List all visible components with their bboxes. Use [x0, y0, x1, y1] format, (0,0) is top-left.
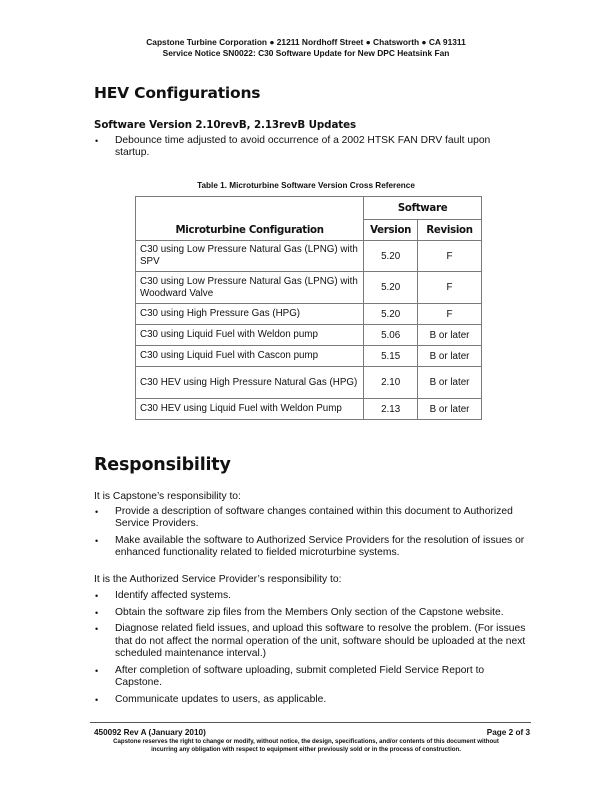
cell-revision: F — [418, 272, 482, 304]
table-row — [136, 367, 482, 399]
cell-version: 5.06 — [364, 325, 418, 346]
list-item: • After completion of software uploading, submit completed Field Service Report to Capstone. — [95, 664, 485, 688]
table-caption: Table 1. Microturbine Software Version Cross Reference — [197, 181, 415, 190]
bullet-icon: • — [95, 665, 99, 676]
list-item: • Identify affected systems. — [95, 590, 231, 601]
table-row — [136, 346, 482, 367]
list-item: • Obtain the software zip files from the Members Only section of the Capstone website. — [95, 606, 504, 618]
cell-configuration: C30 using High Pressure Gas (HPG) — [136, 304, 364, 325]
footer-disclaimer: Capstone reserves the right to change or modify, without notice, the design, specifications, and/or contents of this document without incurring any obligation with respect to equipment either previously sold or in the process of construction. — [113, 738, 499, 754]
header-company-line: Capstone Turbine Corporation ● 21211 Nordhoff Street ● Chatsworth ● CA 91311 — [146, 37, 466, 47]
cell-version: 5.20 — [364, 241, 418, 272]
cell-version: 5.15 — [364, 346, 418, 367]
cell-version: 5.20 — [364, 272, 418, 304]
bullet-icon: • — [95, 607, 99, 618]
bullet-icon: • — [95, 624, 99, 635]
hev-bullet-list — [94, 135, 524, 164]
page-header — [0, 37, 612, 59]
software-version-table — [135, 196, 482, 420]
column-group-header-software: Software — [364, 197, 482, 220]
footer-page-number: Page 2 of 3 — [486, 728, 530, 737]
cell-configuration: C30 using Liquid Fuel with Weldon pump — [136, 325, 364, 346]
list-item: • Diagnose related field issues, and upload this software to resolve the problem. (For issues that do not affect the normal operation of the unit, software should be uploaded at the next scheduled maintenance interval.) — [95, 623, 526, 659]
table-row — [136, 272, 482, 304]
table-row — [136, 325, 482, 346]
table-row — [136, 399, 482, 420]
cell-revision: B or later — [418, 367, 482, 399]
cell-revision: B or later — [418, 399, 482, 420]
bullet-icon: • — [95, 591, 99, 601]
cell-revision: F — [418, 241, 482, 272]
list-item: • Make available the software to Authorized Service Providers for the resolution of issues or enhanced functionality related to fielded microturbine systems. — [95, 535, 525, 559]
subsection-title-software-version: Software Version 2.10revB, 2.13revB Updates — [94, 119, 357, 131]
capstone-bullet-list — [94, 506, 526, 564]
section-title-responsibility: Responsibility — [94, 455, 231, 475]
table-row — [136, 304, 482, 325]
column-header-configuration: Microturbine Configuration — [136, 197, 364, 241]
cell-revision: F — [418, 304, 482, 325]
list-item: • Communicate updates to users, as applicable. — [95, 693, 327, 705]
list-item: • Provide a description of software changes contained within this document to Authorized Service Providers. — [95, 506, 513, 530]
asp-responsibility-intro: It is the Authorized Service Provider’s responsibility to: — [94, 574, 342, 585]
asp-bullet-list — [94, 590, 526, 710]
header-notice-line: Service Notice SN0022: C30 Software Update for New DPC Heatsink Fan — [162, 48, 450, 58]
column-header-revision: Revision — [418, 220, 482, 241]
cell-version: 2.13 — [364, 399, 418, 420]
list-item: • Debounce time adjusted to avoid occurrence of a 2002 HTSK FAN DRV fault upon startup. — [95, 135, 491, 159]
bullet-icon: • — [95, 136, 99, 146]
cell-configuration: C30 HEV using Liquid Fuel with Weldon Pump — [136, 399, 364, 420]
cell-configuration: C30 HEV using High Pressure Natural Gas (HPG) — [136, 367, 364, 399]
cell-configuration: C30 using Low Pressure Natural Gas (LPNG) with Woodward Valve — [136, 272, 364, 304]
cell-version: 2.10 — [364, 367, 418, 399]
cell-configuration: C30 using Liquid Fuel with Cascon pump — [136, 346, 364, 367]
cell-version: 5.20 — [364, 304, 418, 325]
cell-configuration: C30 using Low Pressure Natural Gas (LPNG) with SPV — [136, 241, 364, 272]
cell-revision: B or later — [418, 325, 482, 346]
table-row — [136, 241, 482, 272]
bullet-icon: • — [95, 507, 99, 517]
cell-revision: B or later — [418, 346, 482, 367]
capstone-responsibility-intro: It is Capstone’s responsibility to: — [94, 491, 241, 502]
section-title-hev: HEV Configurations — [94, 84, 261, 102]
column-header-version: Version — [364, 220, 418, 241]
footer-divider — [90, 722, 531, 723]
footer-document-id: 450092 Rev A (January 2010) — [94, 728, 206, 737]
bullet-icon: • — [95, 536, 99, 546]
bullet-icon: • — [95, 694, 99, 705]
